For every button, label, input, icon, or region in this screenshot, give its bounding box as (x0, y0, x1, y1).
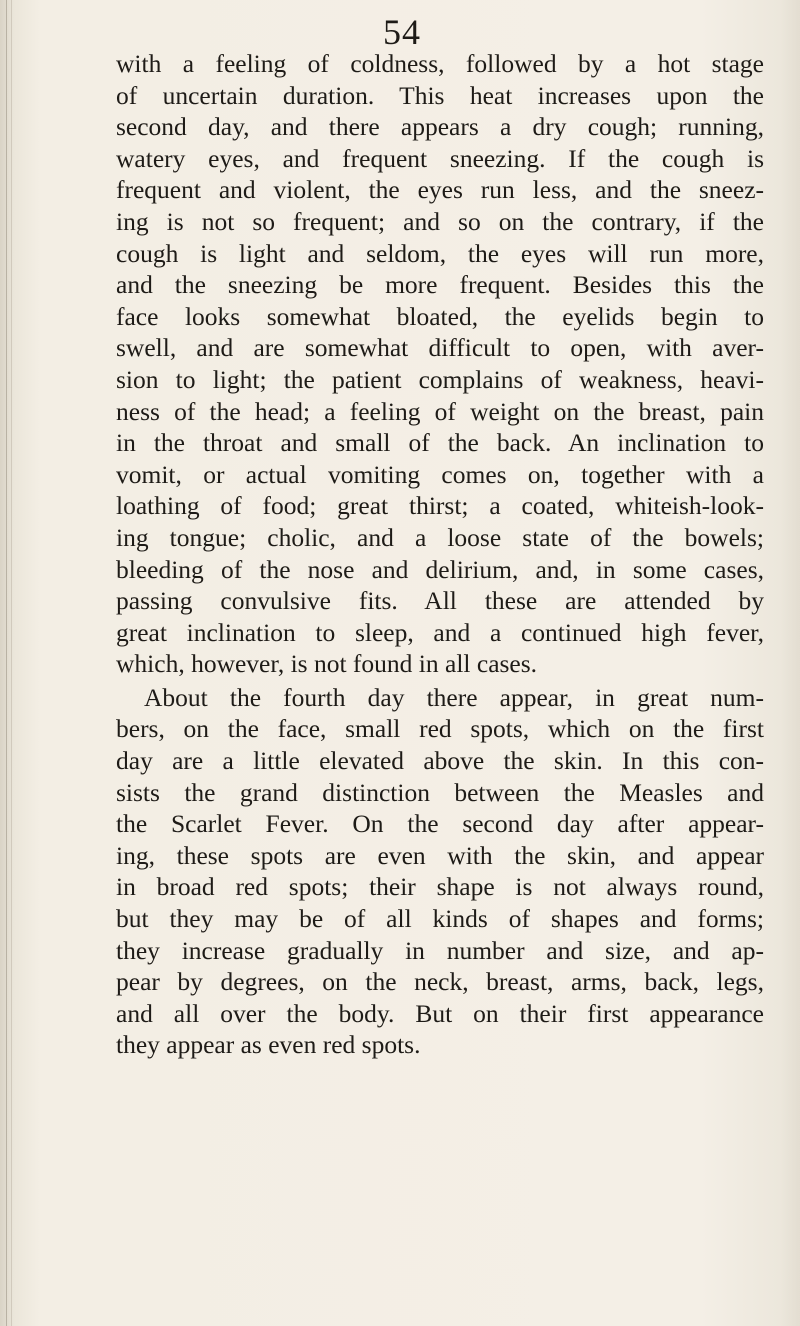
text-line: which, however, is not found in all cases. (116, 649, 538, 679)
page-gutter-edge-inner (11, 0, 12, 1326)
text-line: they increase gradually in number and size, and ap- (116, 935, 764, 965)
text-line: frequent and violent, the eyes run less, and the sneez- (116, 175, 764, 205)
text-line: sists the grand distinction between the Measles and (116, 777, 764, 807)
text-line: pear by degrees, on the neck, breast, arms, back, legs, (116, 967, 764, 997)
text-line: day are a little elevated above the skin. In this con- (116, 746, 764, 776)
text-line: bleeding of the nose and delirium, and, in some cases, (116, 554, 764, 584)
text-line: in the throat and small of the back. An inclination to (116, 428, 764, 458)
text-line: and the sneezing be more frequent. Besides this the (116, 270, 764, 300)
paragraph-2 (116, 682, 764, 1061)
text-line: of uncertain duration. This heat increases upon the (116, 80, 764, 110)
text-line: and all over the body. But on their first appearance (116, 998, 764, 1028)
text-line: great inclination to sleep, and a continued high fever, (116, 617, 764, 647)
text-line: passing convulsive fits. All these are attended by (116, 586, 764, 616)
text-line: vomit, or actual vomiting comes on, together with a (116, 459, 764, 489)
text-line: watery eyes, and frequent sneezing. If the cough is (116, 143, 764, 173)
text-line: ing is not so frequent; and so on the contrary, if the (116, 206, 764, 236)
text-line: swell, and are somewhat difficult to open, with aver- (116, 333, 764, 363)
text-line: face looks somewhat bloated, the eyelids begin to (116, 301, 764, 331)
page-number: 54 (383, 12, 421, 52)
text-line: but they may be of all kinds of shapes and forms; (116, 904, 764, 934)
text-line: loathing of food; great thirst; a coated, whiteish-look- (116, 491, 764, 521)
text-line: bers, on the face, small red spots, which on the first (116, 714, 764, 744)
text-line: cough is light and seldom, the eyes will run more, (116, 238, 764, 268)
text-line: with a feeling of coldness, followed by a hot stage (116, 49, 764, 78)
text-line: the Scarlet Fever. On the second day after appear- (116, 809, 764, 839)
text-line: About the fourth day there appear, in great num- (144, 682, 764, 712)
text-line: ing tongue; cholic, and a loose state of the bowels; (116, 522, 764, 552)
text-line: in broad red spots; their shape is not always round, (116, 872, 764, 902)
paragraph-1 (116, 48, 764, 680)
body-text (116, 48, 764, 1061)
page-gutter-edge (6, 0, 7, 1326)
text-line: second day, and there appears a dry cough; running, (116, 112, 764, 142)
text-line: they appear as even red spots. (116, 1030, 421, 1060)
text-line: sion to light; the patient complains of weakness, heavi- (116, 364, 764, 394)
text-line: ing, these spots are even with the skin, and appear (116, 840, 764, 870)
text-line: ness of the head; a feeling of weight on the breast, pain (116, 396, 764, 426)
